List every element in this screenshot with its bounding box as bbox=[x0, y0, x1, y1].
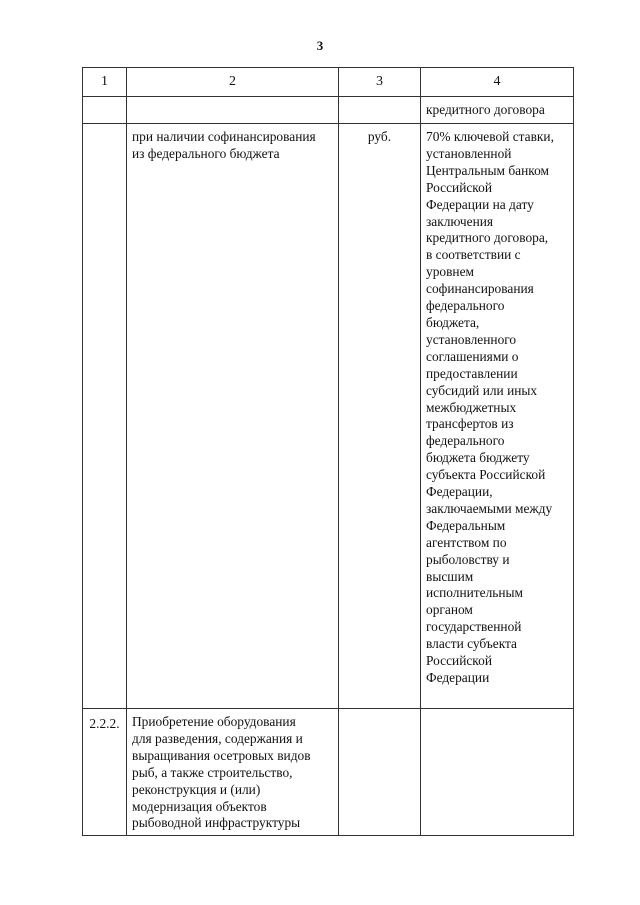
document-table bbox=[82, 67, 574, 836]
description-text: Приобретение оборудования для разведения, содержания и выращивания осетровых видов рыб, а также строительство, реконструкция и (или) модернизация объектов рыбоводной инфраструктуры bbox=[132, 714, 311, 831]
value-text: кредитного договора bbox=[426, 102, 545, 117]
header-cell-4: 4 bbox=[421, 68, 574, 97]
value-cell bbox=[421, 97, 574, 124]
description-text: при наличии софинансирования из федерального бюджета bbox=[132, 129, 316, 161]
header-cell-3: 3 bbox=[339, 68, 421, 97]
unit-cell bbox=[339, 97, 421, 124]
table-row bbox=[83, 709, 574, 836]
unit-text: руб. bbox=[367, 129, 392, 144]
description-cell bbox=[127, 124, 339, 709]
value-cell bbox=[421, 709, 574, 836]
description-cell bbox=[127, 709, 339, 836]
row-number-cell bbox=[83, 97, 127, 124]
page-number: 3 bbox=[316, 38, 324, 53]
row-number-cell bbox=[83, 124, 127, 709]
description-cell bbox=[127, 97, 339, 124]
table-row bbox=[83, 97, 574, 124]
value-cell bbox=[421, 124, 574, 709]
unit-cell bbox=[339, 709, 421, 836]
unit-cell bbox=[339, 124, 421, 709]
value-text: 70% ключевой ставки, установленной Центральным банком Российской Федерации на дату заключения кредитного договора, в соответствии с уровнем софинансирования федерального бюджета, установленного соглашениями о предоставлении субсидий или иных межбюджетных трансфертов из федерального бюджета бюджету субъекта Российской Федерации, заключаемыми между Федеральным агентством по рыболовству и высшим исполнительным органом государственной власти субъекта Российской Федерации bbox=[426, 129, 554, 685]
table-header-row bbox=[83, 68, 574, 97]
header-cell-2: 2 bbox=[127, 68, 339, 97]
header-cell-1: 1 bbox=[83, 68, 127, 97]
item-number-text: 2.2.2. bbox=[89, 716, 120, 731]
row-number-cell bbox=[83, 709, 127, 836]
table-row bbox=[83, 124, 574, 709]
